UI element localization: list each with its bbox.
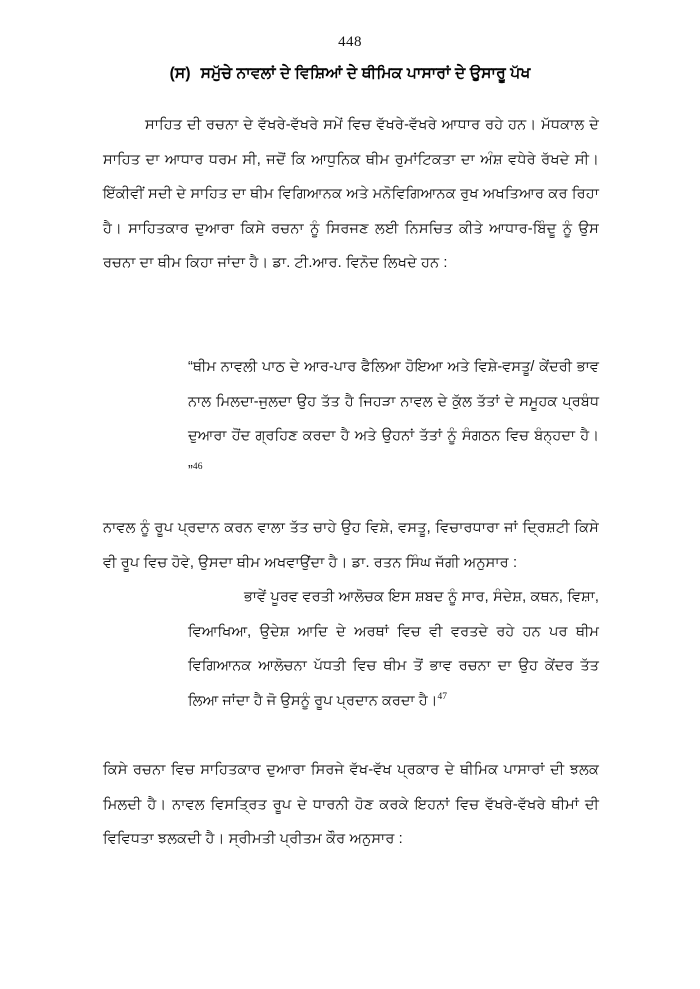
paragraph-block-2	[103, 511, 599, 580]
body-paragraph-1-text: ਸਾਹਿਤ ਦੀ ਰਚਨਾ ਦੇ ਵੱਖਰੇ-ਵੱਖਰੇ ਸਮੇਂ ਵਿਚ ਵੱਖਰੇ-ਵੱਖਰੇ ਆਧਾਰ ਰਹੇ ਹਨ। ਮੱਧਕਾਲ ਦੇ ਸਾਹਿਤ ਦਾ ਆਧਾਰ ਧਰਮ ਸੀ, ਜਦੋਂ ਕਿ ਆਧੁਨਿਕ ਥੀਮ ਰੁਮਾਂਟਿਕਤਾ ਦਾ ਅੰਸ਼ ਵਧੇਰੇ ਰੱਖਦੇ ਸੀ। ਇੱਕੀਵੀਂ ਸਦੀ ਦੇ ਸਾਹਿਤ ਦਾ ਥੀਮ ਵਿਗਿਆਨਕ ਅਤੇ ਮਨੋਵਿਗਿਆਨਕ ਰੁਖ ਅਖਤਿਆਰ ਕਰ ਰਿਹਾ ਹੈ। ਸਾਹਿਤਕਾਰ ਦੁਆਰਾ ਕਿਸੇ ਰਚਨਾ ਨੂੰ ਸਿਰਜਣ ਲਈ ਨਿਸਚਿਤ ਕੀਤੇ ਆਧਾਰ-ਬਿੰਦੂ ਨੂੰ ਉਸ ਰਚਨਾ ਦਾ ਥੀਮ ਕਿਹਾ ਜਾਂਦਾ ਹੈ। ਡਾ. ਟੀ.ਆਰ. ਵਿਨੋਦ ਲਿਖਦੇ ਹਨ :	[103, 117, 599, 272]
blockquote-2-text: ਭਾਵੇਂ ਪੂਰਵ ਵਰਤੀ ਆਲੋਚਕ ਇਸ ਸ਼ਬਦ ਨੂੰ ਸਾਰ, ਸੰਦੇਸ਼, ਕਥਨ, ਵਿਸ਼ਾ, ਵਿਆਖਿਆ, ਉਦੇਸ਼ ਆਦਿ ਦੇ ਅਰਥਾਂ ਵਿਚ ਵੀ ਵਰਤਦੇ ਰਹੇ ਹਨ ਪਰ ਥੀਮ ਵਿਗਿਆਨਕ ਆਲੋਚਨਾ ਪੱਧਤੀ ਵਿਚ ਥੀਮ ਤੋਂ ਭਾਵ ਰਚਨਾ ਦਾ ਉਹ ਕੇਂਦਰ ਤੱਤ ਲਿਆ ਜਾਂਦਾ ਹੈ ਜੋ ਉਸਨੂੰ ਰੂਪ ਪ੍ਰਦਾਨ ਕਰਦਾ ਹੈ।	[188, 589, 599, 709]
page-number: 448	[338, 34, 362, 50]
body-paragraph-3	[103, 753, 599, 857]
footnote-marker-47: 47	[437, 691, 448, 702]
paragraph-block-1	[103, 108, 599, 281]
blockquote-2-paragraph	[188, 580, 599, 718]
paragraph-block-3	[103, 753, 599, 857]
section-heading-label: (ਸ)	[169, 65, 191, 82]
body-paragraph-3-text: ਕਿਸੇ ਰਚਨਾ ਵਿਚ ਸਾਹਿਤਕਾਰ ਦੁਆਰਾ ਸਿਰਜੇ ਵੱਖ-ਵੱਖ ਪ੍ਰਕਾਰ ਦੇ ਥੀਮਿਕ ਪਾਸਾਰਾਂ ਦੀ ਝਲਕ ਮਿਲਦੀ ਹੈ। ਨਾਵਲ ਵਿਸਤ੍ਰਿਤ ਰੂਪ ਦੇ ਧਾਰਨੀ ਹੋਣ ਕਰਕੇ ਇਹਨਾਂ ਵਿਚ ਵੱਖਰੇ-ਵੱਖਰੇ ਥੀਮਾਂ ਦੀ ਵਿਵਿਧਤਾ ਝਲਕਦੀ ਹੈ। ਸ੍ਰੀਮਤੀ ਪ੍ਰੀਤਮ ਕੌਰ ਅਨੁਸਾਰ :	[103, 762, 599, 848]
section-heading-text: ਸਮੁੱਚੇ ਨਾਵਲਾਂ ਦੇ ਵਿਸ਼ਿਆਂ ਦੇ ਥੀਮਿਕ ਪਾਸਾਰਾਂ ਦੇ ਉਸਾਰੂ ਪੱਖ	[200, 65, 531, 82]
section-heading	[0, 62, 700, 85]
blockquote-1-paragraph	[188, 350, 599, 488]
blockquote-1-text: “ਥੀਮ ਨਾਵਲੀ ਪਾਠ ਦੇ ਆਰ-ਪਾਰ ਫੈਲਿਆ ਹੋਇਆ ਅਤੇ ਵਿਸ਼ੇ-ਵਸਤੂ/ ਕੇਂਦਰੀ ਭਾਵ ਨਾਲ ਮਿਲਦਾ-ਜੁਲਦਾ ਉਹ ਤੱਤ ਹੈ ਜਿਹੜਾ ਨਾਵਲ ਦੇ ਕੁੱਲ ਤੱਤਾਂ ਦੇ ਸਮੂਹਕ ਪ੍ਰਬੰਧ ਦੁਆਰਾ ਹੋਂਦ ਗ੍ਰਹਿਣ ਕਰਦਾ ਹੈ ਅਤੇ ਉਹਨਾਂ ਤੱਤਾਂ ਨੂੰ ਸੰਗਠਨ ਵਿਚ ਬੰਨ੍ਹਦਾ ਹੈ। ”	[188, 359, 599, 479]
blockquote-1	[188, 350, 599, 488]
body-paragraph-2-text: ਨਾਵਲ ਨੂੰ ਰੂਪ ਪ੍ਰਦਾਨ ਕਰਨ ਵਾਲਾ ਤੱਤ ਚਾਹੇ ਉਹ ਵਿਸ਼ੇ, ਵਸਤੂ, ਵਿਚਾਰਧਾਰਾ ਜਾਂ ਦ੍ਰਿਸ਼ਟੀ ਕਿਸੇ ਵੀ ਰੂਪ ਵਿਚ ਹੋਵੇ, ਉਸਦਾ ਥੀਮ ਅਖਵਾਉਂਦਾ ਹੈ। ਡਾ. ਰਤਨ ਸਿੰਘ ਜੱਗੀ ਅਨੁਸਾਰ :	[103, 520, 599, 571]
blockquote-2	[188, 580, 599, 718]
footnote-marker-46: 46	[192, 461, 203, 472]
body-paragraph-2	[103, 511, 599, 580]
body-paragraph-1	[103, 108, 599, 281]
